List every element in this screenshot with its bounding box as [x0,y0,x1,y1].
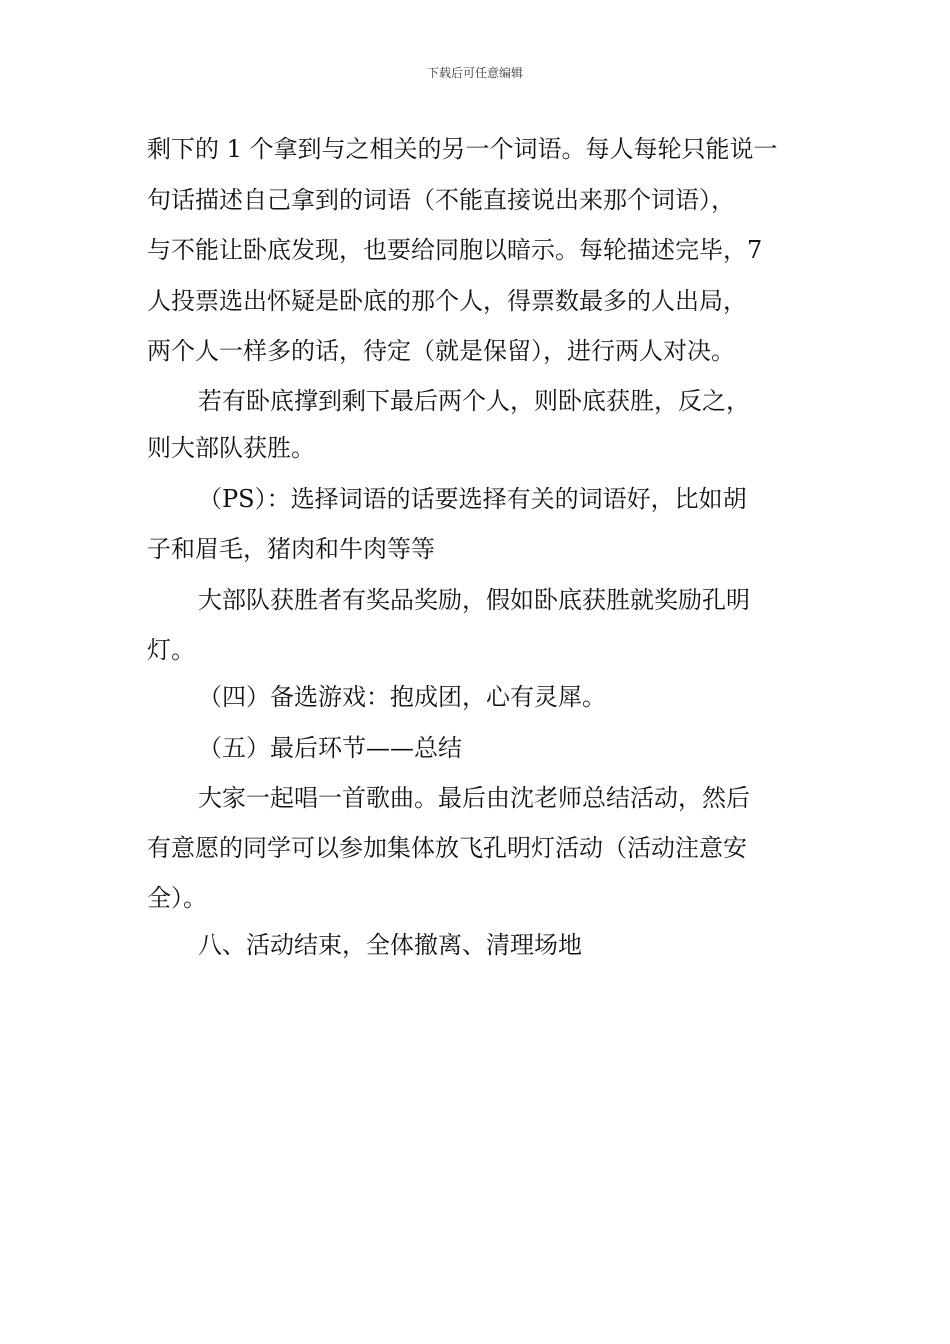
body-line: 大家一起唱一首歌曲。最后由沈老师总结活动，然后 [198,784,750,812]
body-line: 人投票选出怀疑是卧底的那个人，得票数最多的人出局， [147,287,747,315]
body-line: 全）。 [147,884,207,912]
body-line: （四）备选游戏：抱成团，心有灵犀。 [198,683,606,711]
body-line: （五）最后环节——总结 [198,734,462,762]
body-line: 与不能让卧底发现，也要给同胞以暗示。每轮描述完毕，7 [147,236,763,264]
body-line: 大部队获胜者有奖品奖励，假如卧底获胜就奖励孔明 [198,586,750,614]
page-header: 下载后可任意编辑 [426,66,523,80]
body-line: 八、活动结束，全体撤离、清理场地 [198,931,582,959]
body-line: （PS）：选择词语的话要选择有关的词语好，比如胡 [198,485,747,513]
body-line: 两个人一样多的话，待定（就是保留），进行两人对决。 [147,337,735,365]
body-line: 句话描述自己拿到的词语（不能直接说出来那个词语）， [147,186,735,214]
body-line: 则大部队获胜。 [147,434,315,462]
body-line: 剩下的 1 个拿到与之相关的另一个词语。每人每轮只能说一 [147,135,778,163]
body-line: 若有卧底撑到剩下最后两个人，则卧底获胜，反之， [198,387,750,415]
body-line: 有意愿的同学可以参加集体放飞孔明灯活动（活动注意安 [147,834,747,862]
body-line: 灯。 [147,636,195,664]
body-line: 子和眉毛，猪肉和牛肉等等 [147,535,435,563]
